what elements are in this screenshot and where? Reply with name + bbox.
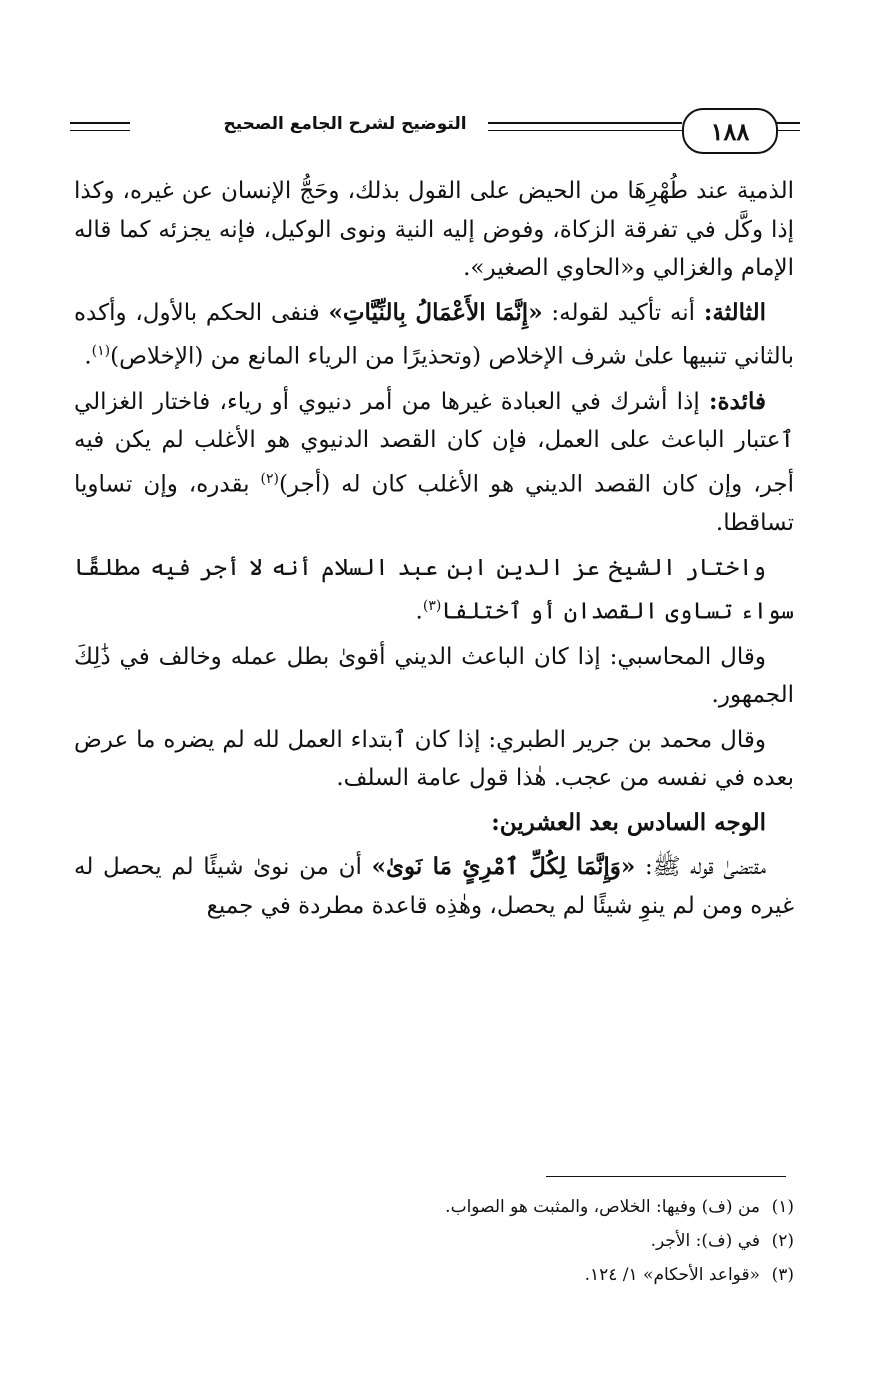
footnotes [74,1190,794,1292]
paragraph-6: وقال محمد بن جرير الطبري: إذا كان ٱبتداء العمل لله لم يضره ما عرض بعده في نفسه من عجب. هٰذا قول عامة السلف. [74,726,794,792]
paragraph-2-lead: الثالثة: [703,298,766,326]
footnote-1-text: من (ف) وفيها: الخلاص، والمثبت هو الصواب. [445,1197,760,1217]
paragraph-4-end: . [415,598,423,625]
paragraph-3-text-a: إذا أشرك في العبادة غيرها من أمر دنيوي أو رياء، فاختار الغزالي ٱعتبار الباعث على العمل، فإن كان القصد الدنيوي هو الأغلب لم يكن فيه أجر، وإن كان القصد الديني هو الأغلب كان له (أجر) [74,388,794,498]
header-rule-mid-bottom [488,130,682,131]
paragraph-3-text-b: بقدره، وإن تساويا تساقطا. [74,471,794,537]
paragraph-2-end: . [84,344,92,371]
hadith-quote-1: «إِنَّمَا الأَعْمَالُ بِالنِّيَّاتِ» [328,298,543,326]
page-number: ١٨٨ [710,116,750,146]
footnote-3-number: (٣) [771,1265,794,1285]
footnote-2-number: (٢) [771,1231,794,1251]
footnote-1-number: (١) [771,1197,794,1217]
footnote-ref-3: (٣) [422,598,442,615]
paragraph-7-text-a: مقتضىٰ قوله ﷺ: [635,854,766,881]
header-rule-mid-top [488,122,682,124]
header-rule-left-top [70,122,130,124]
header-rule-left-bottom [70,130,130,131]
footnote-2 [74,1224,794,1258]
running-title: التوضيح لشرح الجامع الصحيح [223,114,467,134]
paragraph-7 [74,848,794,925]
header-rule-right-top [776,122,800,124]
paragraph-5: وقال المحاسبي: إذا كان الباعث الديني أقوىٰ بطل عمله وخالف في ذَٰلِكَ الجمهور. [74,643,794,709]
footnote-3 [74,1258,794,1292]
paragraph-3-lead: فائدة: [708,387,766,415]
paragraph-4-text: واختار الشيخ عز الدين ابن عبد السلام أنه لا أجر فيه مطلقًا سواء تساوى القصدان أو ٱختلفا [74,554,794,625]
footnote-ref-1: (١) [91,343,111,360]
paragraph-4 [74,549,794,632]
footnote-2-text: في (ف): الأجر. [650,1231,760,1251]
section-heading: الوجه السادس بعد العشرين: [491,808,766,836]
paragraph-3 [74,383,794,543]
header-rule-right-bottom [776,130,800,131]
footnote-3-text: «قواعد الأحكام» ١/ ١٢٤. [584,1265,760,1285]
page-number-badge [682,108,778,154]
paragraph-2-text-a: أنه تأكيد لقوله: [542,299,704,326]
paragraph-7-text-b: أن من نوىٰ شيئًا لم يحصل له غيره ومن لم ينوِ شيئًا لم يحصل، وهٰذِه قاعدة مطردة في جميع [74,854,794,920]
paragraph-2 [74,294,794,377]
paragraph-2-text-b: فنفى الحكم بالأول، وأكده بالثاني تنبيها علىٰ شرف الإخلاص (وتحذيرًا من الرياء المانع من (الإخلاص) [74,299,794,371]
hadith-quote-2: «وَإِنَّمَا لِكُلِّ ٱمْرِئٍ مَا نَوىٰ» [371,853,636,881]
footnote-ref-2: (٢) [260,470,279,487]
paragraph-1: الذمية عند طُهْرِهَا من الحيض على القول بذلك، وحَجُّ الإنسان عن غيره، وكذا إذا وكَّل في تفرقة الزكاة، وفوض إليه النية ونوى الوكيل، فإنه يجزئه كما قاله الإمام والغزالي و«الحاوي الصغير». [74,178,794,282]
page-header [70,108,800,152]
footnote-separator [546,1176,786,1177]
footnote-1 [74,1190,794,1224]
main-text [74,172,794,932]
